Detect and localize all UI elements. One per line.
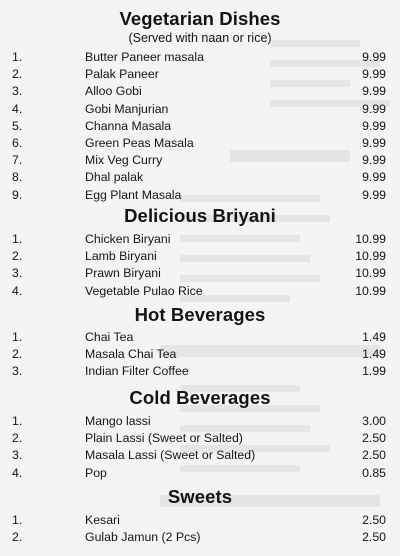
item-list [0, 231, 400, 300]
item-price: 0.85 [362, 465, 386, 480]
item-name: Palak Paneer [85, 67, 159, 82]
item-price: 10.99 [355, 266, 386, 281]
item-price: 1.99 [362, 364, 386, 379]
menu-item [0, 413, 400, 430]
section-sweets [0, 486, 400, 546]
item-name: Chai Tea [85, 330, 134, 344]
menu-item [0, 118, 400, 135]
item-price: 10.99 [355, 249, 386, 264]
item-name: Mix Veg Curry [85, 153, 163, 168]
item-number: 8. [12, 170, 23, 185]
item-name: Lamb Biryani [85, 249, 157, 264]
section-cold-beverages [0, 387, 400, 482]
item-name: Alloo Gobi [85, 84, 142, 99]
item-name: Dhal palak [85, 170, 144, 185]
item-name: Masala Lassi (Sweet or Salted) [85, 448, 256, 463]
item-number: 3. [12, 266, 23, 281]
menu-item [0, 135, 400, 152]
menu-item [0, 66, 400, 83]
item-price: 10.99 [355, 283, 386, 298]
menu-item [0, 248, 400, 265]
item-number: 1. [12, 513, 23, 527]
section-vegetarian-dishes [0, 8, 400, 204]
menu-item [0, 169, 400, 186]
section-title: Delicious Briyani [124, 205, 276, 226]
item-name: Mango lassi [85, 414, 151, 428]
item-number: 2. [12, 431, 23, 446]
item-number: 2. [12, 249, 23, 264]
item-name: Gobi Manjurian [85, 101, 169, 116]
menu-item [0, 101, 400, 118]
item-price: 9.99 [362, 187, 386, 202]
section-title: Vegetarian Dishes [119, 8, 281, 29]
section-delicious-briyani [0, 205, 400, 300]
item-name: Gulab Jamun (2 Pcs) [85, 530, 201, 545]
item-price: 9.99 [362, 153, 386, 168]
item-name: Prawn Biryani [85, 266, 161, 281]
menu-item [0, 265, 400, 282]
item-name: Chicken Biryani [85, 232, 171, 246]
item-number: 1. [12, 330, 23, 344]
item-price: 9.99 [362, 67, 386, 82]
item-price: 9.99 [362, 170, 386, 185]
item-price: 9.99 [362, 50, 386, 64]
item-number: 9. [12, 187, 23, 202]
item-name: Butter Paneer masala [85, 50, 204, 64]
item-price: 9.99 [362, 135, 386, 150]
item-price: 9.99 [362, 84, 386, 99]
menu-item [0, 430, 400, 447]
menu-item [0, 529, 400, 546]
item-name: Masala Chai Tea [85, 347, 177, 362]
item-name: Plain Lassi (Sweet or Salted) [85, 431, 243, 446]
item-price: 2.50 [362, 431, 386, 446]
menu-item [0, 187, 400, 204]
item-price: 1.49 [362, 347, 386, 362]
item-number: 5. [12, 118, 23, 133]
item-number: 3. [12, 364, 23, 379]
item-name: Kesari [85, 513, 120, 527]
menu-item [0, 83, 400, 100]
item-number: 3. [12, 84, 23, 99]
menu-item [0, 346, 400, 363]
item-number: 7. [12, 153, 23, 168]
item-price: 9.99 [362, 118, 386, 133]
menu-item [0, 329, 400, 346]
menu-item [0, 447, 400, 464]
item-number: 4. [12, 283, 23, 298]
item-price: 2.50 [362, 513, 386, 527]
item-name: Pop [85, 465, 107, 480]
item-list [0, 49, 400, 204]
menu-item [0, 465, 400, 482]
item-number: 2. [12, 347, 23, 362]
item-price: 2.50 [362, 448, 386, 463]
item-price: 1.49 [362, 330, 386, 344]
section-subtitle: (Served with naan or rice) [128, 31, 272, 45]
item-list [0, 329, 400, 381]
item-price: 9.99 [362, 101, 386, 116]
item-name: Vegetable Pulao Rice [85, 283, 203, 298]
item-number: 4. [12, 465, 23, 480]
item-number: 6. [12, 135, 23, 150]
menu-item [0, 49, 400, 66]
item-name: Indian Filter Coffee [85, 364, 189, 379]
item-number: 3. [12, 448, 23, 463]
section-title: Sweets [167, 486, 233, 507]
item-price: 10.99 [355, 232, 386, 246]
menu-item [0, 231, 400, 248]
item-number: 1. [12, 232, 23, 246]
section-hot-beverages [0, 304, 400, 381]
item-name: Egg Plant Masala [85, 187, 182, 202]
menu-item [0, 152, 400, 169]
item-number: 4. [12, 101, 23, 116]
item-number: 2. [12, 530, 23, 545]
item-list [0, 512, 400, 546]
item-price: 2.50 [362, 530, 386, 545]
item-list [0, 413, 400, 482]
section-title: Hot Beverages [134, 304, 266, 325]
item-number: 1. [12, 414, 23, 428]
item-name: Green Peas Masala [85, 135, 194, 150]
item-number: 2. [12, 67, 23, 82]
item-price: 3.00 [362, 414, 386, 428]
item-number: 1. [12, 50, 23, 64]
menu-item [0, 283, 400, 300]
menu-item [0, 363, 400, 380]
item-name: Channa Masala [85, 118, 172, 133]
section-title: Cold Beverages [129, 387, 271, 408]
menu-item [0, 512, 400, 529]
